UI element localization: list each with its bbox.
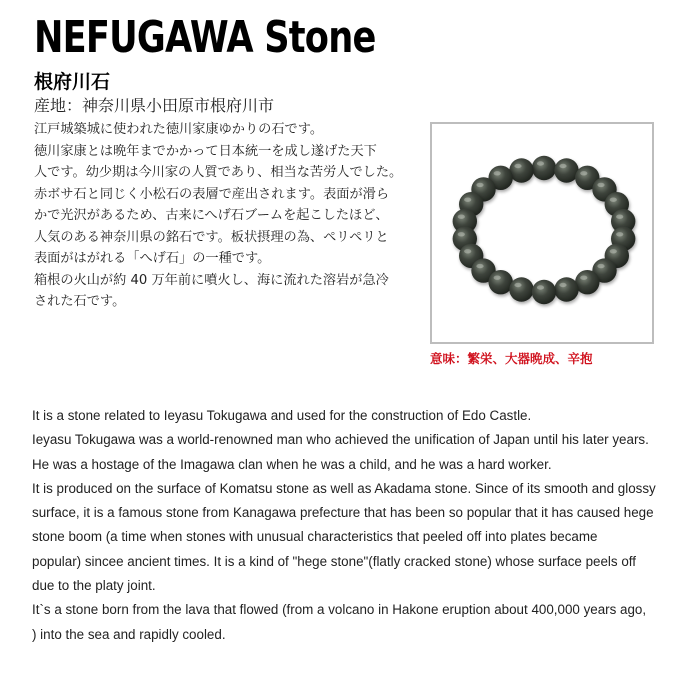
bead-highlight <box>559 283 566 287</box>
stone-meaning: 意味：繁栄、大器晩成、辛抱 <box>430 351 593 366</box>
jp-line: された石です。 <box>34 294 126 309</box>
en-line: It is produced on the surface of Komatsu stone as well as Akadama stone. Since of its smooth and glossy <box>32 480 656 496</box>
bead-highlight <box>514 164 521 168</box>
bead-highlight <box>597 264 604 268</box>
en-line: Ieyasu Tokugawa was a world-renowned man who achieved the unification of Japan until his later years. <box>32 432 649 448</box>
en-line: due to the platy joint. <box>32 578 156 594</box>
bead <box>489 270 513 294</box>
jp-line: 赤ボサ石と同じく小松石の表層で産出されます。表面が滑ら <box>34 186 390 202</box>
bead <box>532 280 556 304</box>
en-line: He was a hostage of the Imagawa clan when he was a child, and he was a hard worker. <box>32 456 552 472</box>
jp-line: 人気のある神奈川県の銘石です。板状摂理の為、ペリペリと <box>34 229 389 245</box>
bead-highlight <box>494 276 501 280</box>
bead-highlight <box>537 161 544 165</box>
origin-location: 産地：神奈川県小田原市根府川市 <box>34 96 275 115</box>
bead-highlight <box>458 215 465 219</box>
japanese-description <box>34 119 426 313</box>
jp-line: 徳川家康とは晩年までかかって日本統一を成し遂げた天下 <box>34 143 377 159</box>
bead-highlight <box>580 276 587 280</box>
bead <box>554 277 578 301</box>
bead <box>554 158 578 182</box>
bead-highlight <box>494 171 501 175</box>
product-photo <box>430 122 654 344</box>
jp-line: 人です。幼少期は今川家の人質であり、相当な苦労人でした。 <box>34 165 403 180</box>
bead-bracelet-icon <box>432 124 652 342</box>
bead-highlight <box>464 249 471 253</box>
bead-highlight <box>464 198 471 202</box>
bead-highlight <box>559 164 566 168</box>
en-line: stone boom (a time when stones with unusual characteristics that peeled off into plates became <box>32 529 598 545</box>
en-line: It is a stone related to Ieyasu Tokugawa and used for the construction of Edo Castle. <box>32 408 532 423</box>
en-line: surface, it is a famous stone from Kanagawa prefecture that has been so popular that it has caused hege <box>32 505 654 521</box>
bead-highlight <box>514 283 521 287</box>
bead-highlight <box>616 232 623 236</box>
bead <box>532 156 556 180</box>
bead-highlight <box>610 249 617 253</box>
bead-highlight <box>458 232 465 236</box>
jp-line: 箱根の火山が約 40 万年前に噴火し、海に流れた溶岩が急冷 <box>34 272 389 288</box>
bead-highlight <box>610 198 617 202</box>
bead-highlight <box>616 215 623 219</box>
bead-highlight <box>476 183 483 187</box>
jp-line: 表面がはがれる「へげ石」の一種です。 <box>34 251 271 266</box>
bead-highlight <box>597 183 604 187</box>
bead-highlight <box>580 171 587 175</box>
bead <box>509 277 533 301</box>
japanese-name: 根府川石 <box>34 71 111 93</box>
en-line: popular) sincee ancient times. It is a kind of "hege stone"(flatly cracked stone) whose surface peels off <box>32 553 636 569</box>
jp-line: かで光沢があるため、古来にへげ石ブームを起こしたほど、 <box>34 208 389 223</box>
jp-line: 江戸城築城に使われた徳川家康ゆかりの石です。 <box>34 122 324 137</box>
bead <box>575 270 599 294</box>
bead-highlight <box>476 264 483 268</box>
bead-highlight <box>537 285 544 289</box>
bead <box>509 158 533 182</box>
en-line: It`s a stone born from the lava that flowed (from a volcano in Hakone eruption about 400,000 years ago, <box>32 602 647 618</box>
english-description <box>32 404 680 647</box>
en-line: ) into the sea and rapidly cooled. <box>32 626 226 642</box>
page-title: NEFUGAWA Stone <box>34 12 376 63</box>
